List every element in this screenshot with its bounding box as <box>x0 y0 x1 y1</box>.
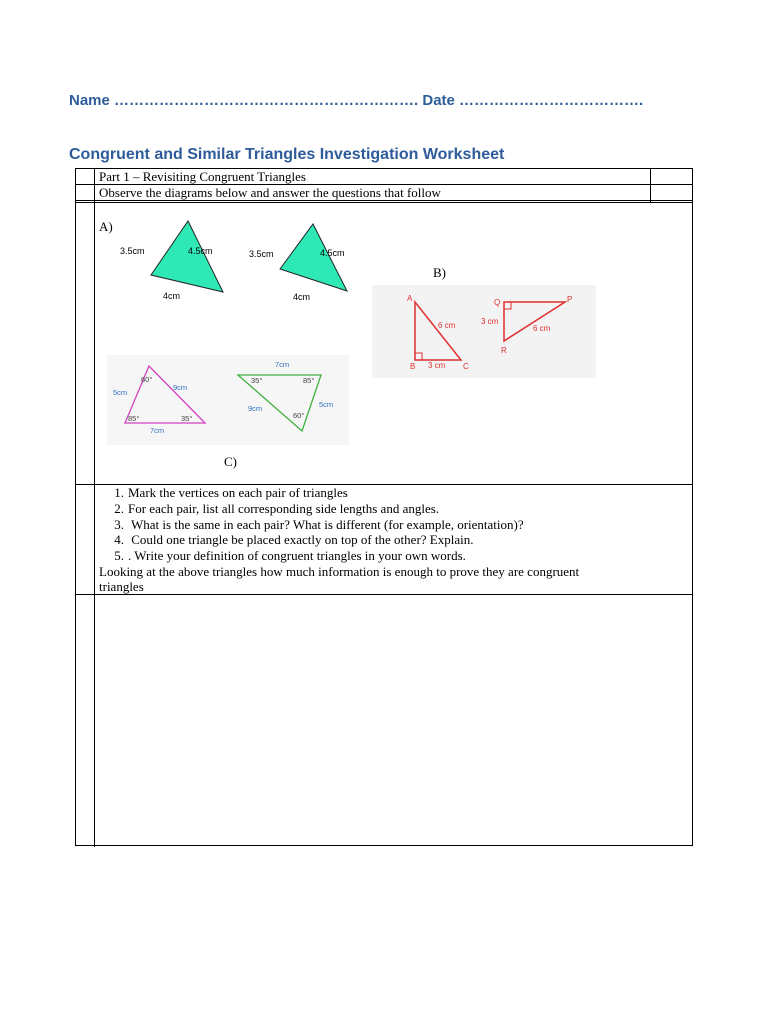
label-a-left-side1: 3.5cm <box>120 246 145 256</box>
label-c-right-side1: 9cm <box>248 404 263 413</box>
triangle-a-left <box>151 221 223 292</box>
label-b-right-side: 3 cm <box>481 317 499 326</box>
label-a: A) <box>99 219 113 234</box>
vertex-p: P <box>567 295 573 304</box>
question-item: 3. What is the same in each pair? What is different (for example, orientation)? <box>114 516 524 532</box>
vertex-b: B <box>410 362 416 371</box>
label-a-left-base: 4cm <box>163 291 181 301</box>
question-list <box>98 485 524 564</box>
vertex-a: A <box>407 294 413 303</box>
worksheet-title: Congruent and Similar Triangles Investigation Worksheet <box>69 146 505 163</box>
label-b: B) <box>433 265 446 280</box>
instruction-text: Observe the diagrams below and answer the questions that follow <box>99 185 441 200</box>
vertex-r: R <box>501 346 507 355</box>
question-item: 2. For each pair, list all corresponding side lengths and angles. <box>114 500 440 516</box>
label-a-right-side2: 4.5cm <box>320 248 345 258</box>
triangle-pair-b <box>372 285 596 378</box>
label-c: C) <box>224 454 237 469</box>
label-c-right-top: 7cm <box>275 360 290 369</box>
question-item: 1. Mark the vertices on each pair of triangles <box>114 485 348 500</box>
answer-area[interactable] <box>76 595 692 845</box>
angle-c-right-bottom: 60° <box>293 411 305 420</box>
label-b-left-base: 3 cm <box>428 361 446 370</box>
question-item: 4. Could one triangle be placed exactly on top of the other? Explain. <box>114 532 474 548</box>
triangle-pair-a <box>110 215 370 305</box>
angle-c-right-right: 85° <box>303 376 315 385</box>
label-c-left-side2: 9cm <box>173 383 188 392</box>
question-item: 5. . Write your definition of congruent triangles in your own words. <box>114 548 466 564</box>
vertex-c: C <box>463 362 469 371</box>
label-c-right-side2: 5cm <box>319 400 334 409</box>
closing-line-2: triangles <box>99 579 144 594</box>
label-a-left-side2: 4.5cm <box>188 246 213 256</box>
label-c-left-base: 7cm <box>150 426 165 435</box>
table-right-column-line <box>650 169 651 202</box>
vertex-q: Q <box>494 298 501 307</box>
angle-c-left-left: 85° <box>128 414 140 423</box>
closing-line-1: Looking at the above triangles how much information is enough to prove they are congruent <box>99 564 580 579</box>
angle-c-left-right: 35° <box>181 414 193 423</box>
name-date-line[interactable]: Name ……………………………………………………. Date ………………………………. <box>69 92 644 109</box>
label-b-right-hyp: 6 cm <box>533 324 551 333</box>
label-a-right-base: 4cm <box>293 292 311 302</box>
label-c-left-side1: 5cm <box>113 388 128 397</box>
table-row-line-3 <box>76 202 692 203</box>
triangle-pair-c <box>107 355 349 445</box>
label-a-right-side1: 3.5cm <box>249 249 274 259</box>
figure-b-background <box>372 285 596 378</box>
label-b-left-hyp: 6 cm <box>438 321 456 330</box>
angle-c-left-top: 60° <box>141 375 153 384</box>
angle-c-right-left: 35° <box>251 376 263 385</box>
part-heading: Part 1 – Revisiting Congruent Triangles <box>99 169 306 184</box>
